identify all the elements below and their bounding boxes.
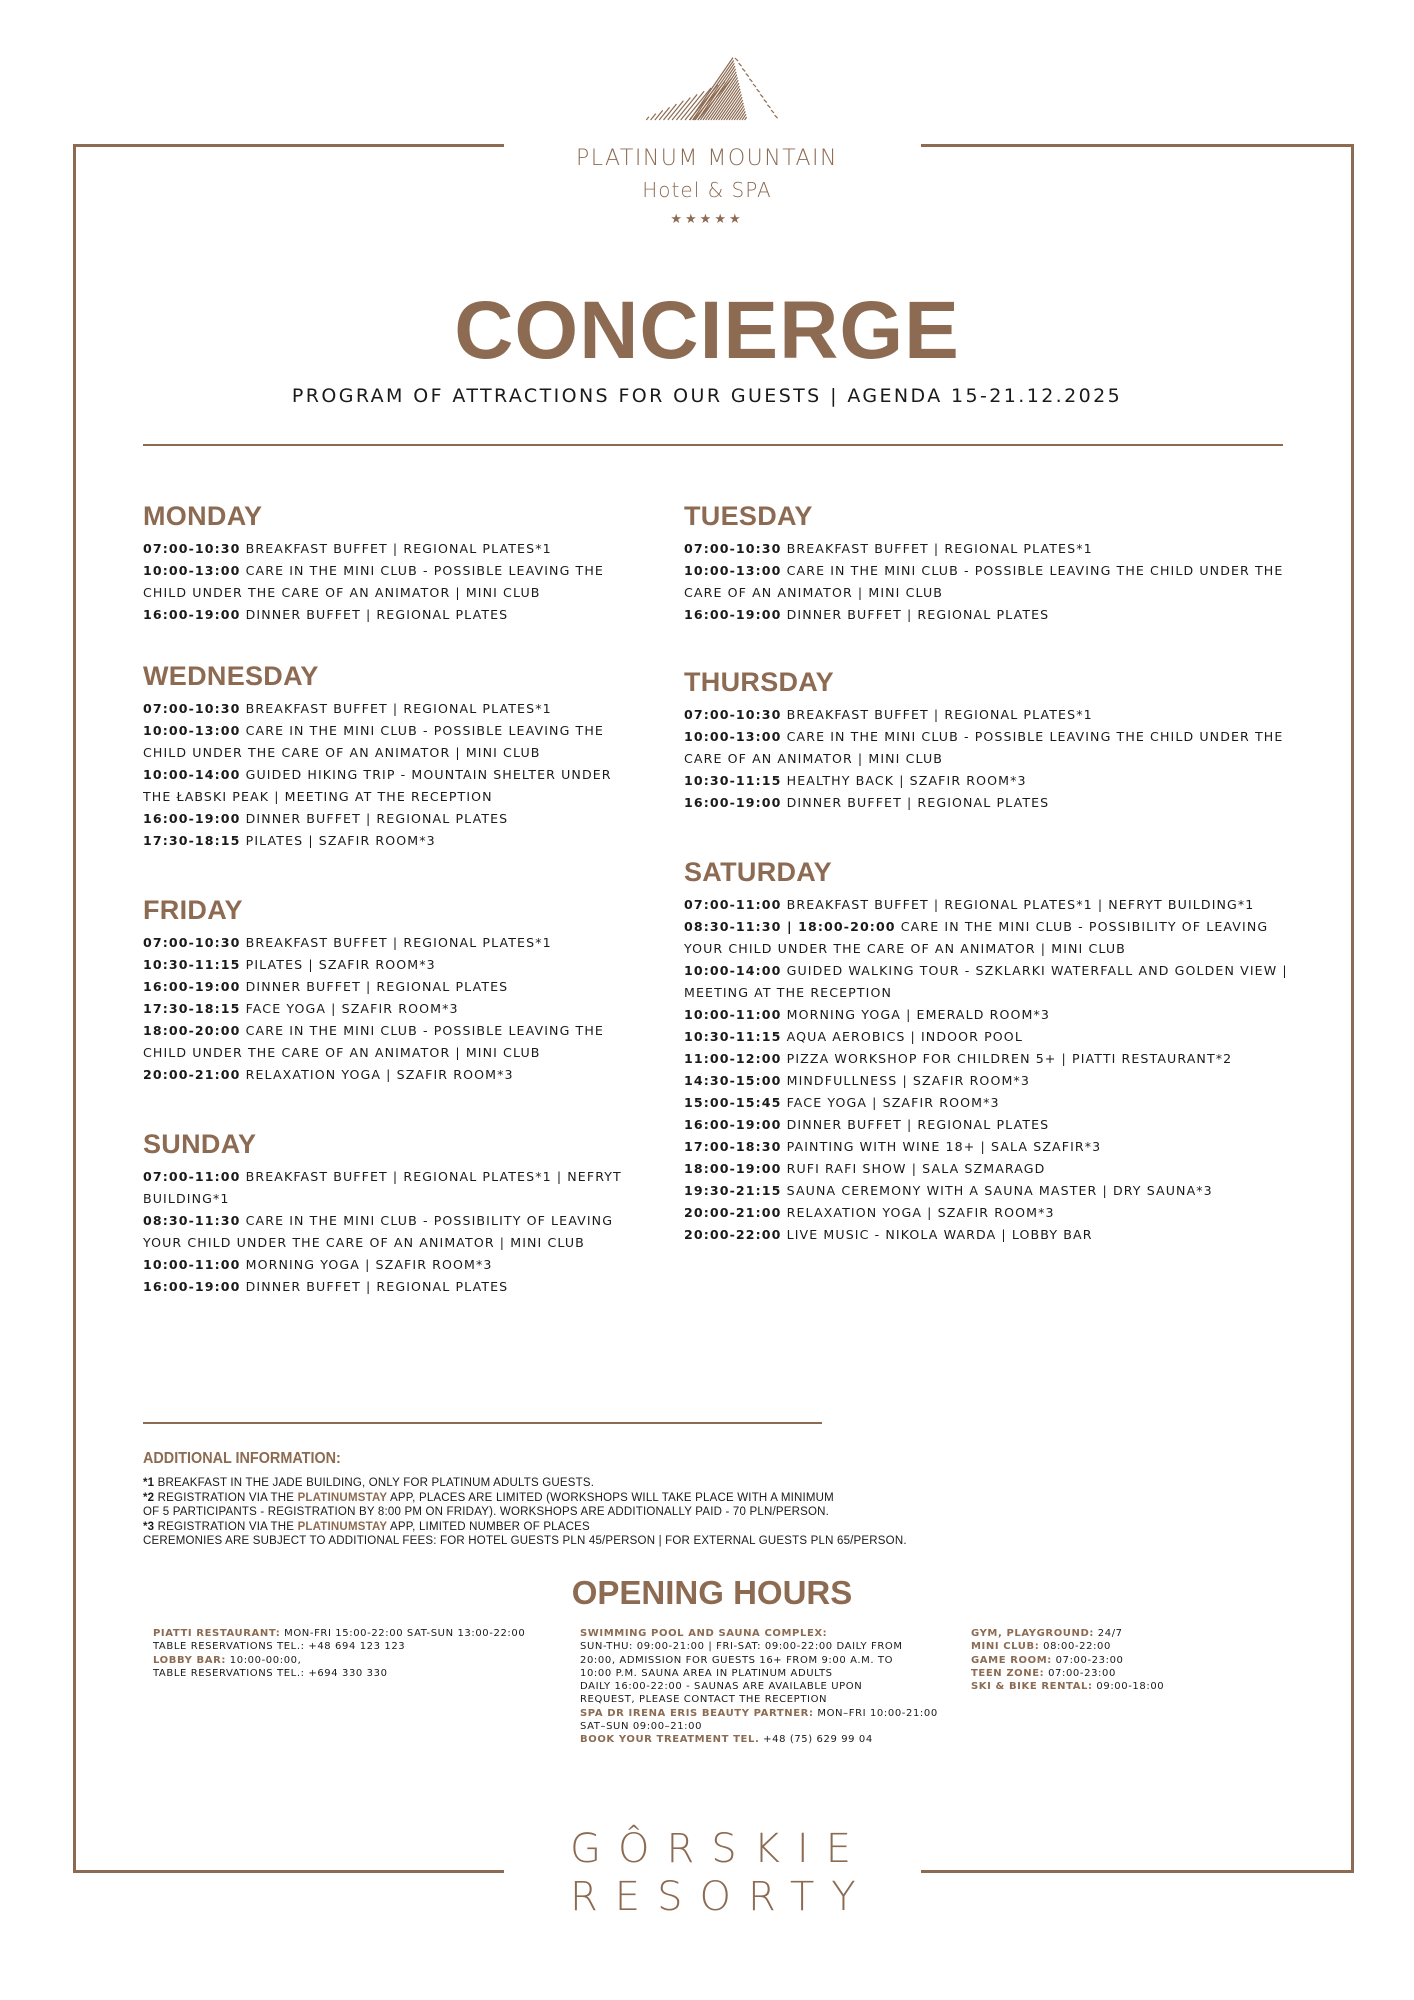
app-name: PLATINUMSTAY: [297, 1520, 388, 1533]
schedule-item: [143, 808, 643, 830]
schedule-item: [143, 1166, 643, 1210]
note-text: REGISTRATION VIA THE: [154, 1491, 298, 1504]
item-time: 08:30-11:30 | 18:00-20:00: [684, 919, 896, 934]
hours-row: [971, 1654, 1271, 1667]
hours-value: TABLE RESERVATIONS TEL.: +48 694 123 123: [153, 1641, 406, 1653]
item-time: 11:00-12:00: [684, 1051, 782, 1066]
item-text: RELAXATION YOGA | SZAFIR ROOM*3: [786, 1205, 1055, 1220]
schedule-item: [684, 538, 1294, 560]
item-text: CARE IN THE MINI CLUB - POSSIBILITY OF LEAVING YOUR CHILD UNDER THE CARE OF AN ANIMATOR | MINI CLUB: [143, 1213, 614, 1250]
item-text: MINDFULLNESS | SZAFIR ROOM*3: [786, 1073, 1030, 1088]
item-text: DINNER BUFFET | REGIONAL PLATES: [245, 979, 509, 994]
frame-bottom-left: [73, 1870, 504, 1873]
schedule-item: [143, 560, 643, 604]
schedule-item: [143, 998, 643, 1020]
note-mark: *1: [143, 1477, 155, 1489]
footer-logo-line2: RESORTY: [570, 1874, 873, 1920]
opening-hours-title: OPENING HOURS: [571, 1574, 853, 1611]
hours-value: 07:00-23:00: [1044, 1667, 1116, 1679]
item-text: BREAKFAST BUFFET | REGIONAL PLATES*1: [786, 707, 1093, 722]
item-text: HEALTHY BACK | SZAFIR ROOM*3: [786, 773, 1027, 788]
star-rating: ★★★★★: [670, 212, 744, 227]
item-time: 08:30-11:30: [143, 1213, 241, 1228]
hours-value: 20:00, ADMISSION FOR GUESTS 16+ FROM 9:00 A.M. TO: [580, 1654, 894, 1666]
item-time: 10:00-13:00: [684, 563, 782, 578]
item-time: 16:00-19:00: [143, 607, 241, 622]
hours-label: MINI CLUB:: [971, 1641, 1040, 1653]
item-text: CARE IN THE MINI CLUB - POSSIBLE LEAVING THE CHILD UNDER THE CARE OF AN ANIMATOR | MINI CLUB: [684, 563, 1284, 600]
hours-label: LOBBY BAR:: [153, 1654, 226, 1666]
note-text: BREAKFAST IN THE JADE BUILDING, ONLY FOR PLATINUM ADULTS GUESTS.: [154, 1477, 595, 1489]
schedule-item: [684, 1070, 1294, 1092]
ceremonies-note: CEREMONIES ARE SUBJECT TO ADDITIONAL FEES: FOR HOTEL GUESTS PLN 45/PERSON | FOR EXTERNAL GUESTS PLN 65/PERSON.: [143, 1535, 907, 1547]
day-heading: TUESDAY: [684, 501, 813, 531]
schedule-item: [684, 1136, 1294, 1158]
day-thursday: [684, 666, 1294, 814]
item-time: 07:00-10:30: [684, 707, 782, 722]
hours-value: MON–FRI 10:00-21:00: [813, 1707, 938, 1719]
schedule-item: [684, 792, 1294, 814]
item-time: 15:00-15:45: [684, 1095, 782, 1110]
item-text: MORNING YOGA | EMERALD ROOM*3: [786, 1007, 1051, 1022]
item-text: CARE IN THE MINI CLUB - POSSIBLE LEAVING THE CHILD UNDER THE CARE OF AN ANIMATOR | MINI CLUB: [684, 729, 1284, 766]
note-2-cont: OF 5 PARTICIPANTS - REGISTRATION BY 8:00 PM ON FRIDAY). WORKSHOPS ARE ADDITIONALLY PAID - 70 PLN/PERSON.: [143, 1506, 830, 1518]
item-time: 17:00-18:30: [684, 1139, 782, 1154]
hours-facilities: [971, 1627, 1271, 1693]
hours-label: GAME ROOM:: [971, 1654, 1052, 1666]
item-time: 16:00-19:00: [143, 979, 241, 994]
day-heading: SATURDAY: [684, 857, 832, 887]
hours-pool-spa: [580, 1627, 970, 1747]
item-text: CARE IN THE MINI CLUB - POSSIBILITY OF LEAVING YOUR CHILD UNDER THE CARE OF AN ANIMATOR | MINI CLUB: [684, 919, 1269, 956]
item-text: PILATES | SZAFIR ROOM*3: [245, 833, 436, 848]
schedule-item: [143, 954, 643, 976]
hours-label: GYM, PLAYGROUND:: [971, 1628, 1094, 1639]
item-time: 07:00-10:30: [143, 541, 241, 556]
schedule-item: [684, 1004, 1294, 1026]
item-text: FACE YOGA | SZAFIR ROOM*3: [786, 1095, 1000, 1110]
schedule-item: [143, 830, 643, 852]
hours-value: DAILY 16:00-22:00 - SAUNAS ARE AVAILABLE UPON: [580, 1681, 863, 1693]
day-heading: WEDNESDAY: [143, 661, 319, 691]
item-text: BREAKFAST BUFFET | REGIONAL PLATES*1: [245, 701, 552, 716]
schedule-item: [143, 1276, 643, 1298]
item-text: BREAKFAST BUFFET | REGIONAL PLATES*1: [245, 541, 552, 556]
schedule-item: [684, 1224, 1294, 1246]
item-time: 10:00-11:00: [684, 1007, 782, 1022]
page-title: CONCIERGE: [454, 285, 960, 376]
note-text: APP, PLACES ARE LIMITED (WORKSHOPS WILL TAKE PLACE WITH A MINIMUM: [387, 1491, 834, 1504]
item-text: RUFI RAFI SHOW | SALA SZMARAGD: [786, 1161, 1046, 1176]
day-friday: [143, 894, 643, 1086]
item-time: 16:00-19:00: [684, 795, 782, 810]
hours-restaurants: [153, 1627, 573, 1680]
page-subtitle: PROGRAM OF ATTRACTIONS FOR OUR GUESTS | AGENDA 15-21.12.2025: [291, 385, 1123, 407]
day-wednesday: [143, 660, 643, 852]
additional-information-title: ADDITIONAL INFORMATION:: [143, 1450, 341, 1467]
note-text: REGISTRATION VIA THE: [154, 1520, 298, 1533]
item-text: BREAKFAST BUFFET | REGIONAL PLATES*1: [245, 935, 552, 950]
schedule-item: [684, 1202, 1294, 1224]
item-time: 07:00-11:00: [684, 897, 782, 912]
hours-label: BOOK YOUR TREATMENT TEL.: [580, 1734, 760, 1746]
day-heading: MONDAY: [143, 501, 263, 531]
item-time: 07:00-10:30: [143, 935, 241, 950]
note-1: [143, 1476, 1143, 1491]
day-heading: FRIDAY: [143, 895, 243, 925]
note-mark: *2: [143, 1491, 155, 1504]
item-text: RELAXATION YOGA | SZAFIR ROOM*3: [245, 1067, 514, 1082]
frame-bottom-right: [921, 1870, 1354, 1873]
hours-value: +48 (75) 629 99 04: [759, 1734, 873, 1746]
hours-label: SWIMMING POOL AND SAUNA COMPLEX:: [580, 1628, 828, 1639]
item-text: BREAKFAST BUFFET | REGIONAL PLATES*1: [786, 541, 1093, 556]
item-text: PILATES | SZAFIR ROOM*3: [245, 957, 436, 972]
schedule-item: [143, 538, 643, 560]
schedule-item: [684, 1158, 1294, 1180]
schedule-item: [684, 726, 1294, 770]
item-text: GUIDED WALKING TOUR - SZKLARKI WATERFALL AND GOLDEN VIEW | MEETING AT THE RECEPTION: [684, 963, 1288, 1000]
item-text: DINNER BUFFET | REGIONAL PLATES: [786, 607, 1050, 622]
brand-subtitle: Hotel & SPA: [642, 178, 772, 202]
item-time: 10:30-11:15: [143, 957, 241, 972]
item-text: PAINTING WITH WINE 18+ | SALA SZAFIR*3: [786, 1139, 1102, 1154]
note-2: [143, 1491, 1143, 1506]
item-text: CARE IN THE MINI CLUB - POSSIBLE LEAVING THE CHILD UNDER THE CARE OF AN ANIMATOR | MINI CLUB: [143, 1023, 604, 1060]
hours-value: TABLE RESERVATIONS TEL.: +694 330 330: [153, 1667, 388, 1679]
item-time: 10:00-14:00: [684, 963, 782, 978]
note-text: APP, LIMITED NUMBER OF PLACES: [387, 1520, 590, 1533]
day-saturday: [684, 856, 1294, 1246]
schedule-item: [143, 1064, 643, 1086]
hours-value: 09:00-18:00: [1092, 1681, 1165, 1693]
hours-label: TEEN ZONE:: [971, 1667, 1045, 1679]
divider: [143, 444, 1283, 446]
item-text: LIVE MUSIC - NIKOLA WARDA | LOBBY BAR: [786, 1227, 1093, 1242]
item-text: SAUNA CEREMONY WITH A SAUNA MASTER | DRY SAUNA*3: [786, 1183, 1213, 1198]
schedule-item: [143, 1254, 643, 1276]
item-time: 16:00-19:00: [143, 811, 241, 826]
schedule-item: [684, 704, 1294, 726]
day-heading: SUNDAY: [143, 1129, 257, 1159]
item-time: 17:30-18:15: [143, 833, 241, 848]
item-text: CARE IN THE MINI CLUB - POSSIBLE LEAVING THE CHILD UNDER THE CARE OF AN ANIMATOR | MINI CLUB: [143, 723, 604, 760]
schedule-item: [684, 1114, 1294, 1136]
hours-value: MON-FRI 15:00-22:00 SAT-SUN 13:00-22:00: [280, 1628, 526, 1639]
day-sunday: [143, 1128, 643, 1298]
item-text: DINNER BUFFET | REGIONAL PLATES: [245, 811, 509, 826]
app-name: PLATINUMSTAY: [297, 1491, 388, 1504]
schedule-item: [143, 1020, 643, 1064]
schedule-item: [143, 764, 643, 808]
item-time: 20:00-21:00: [143, 1067, 241, 1082]
schedule-item: [143, 976, 643, 998]
item-text: CARE IN THE MINI CLUB - POSSIBLE LEAVING THE CHILD UNDER THE CARE OF AN ANIMATOR | MINI CLUB: [143, 563, 604, 600]
schedule-item: [143, 604, 643, 626]
item-text: PIZZA WORKSHOP FOR CHILDREN 5+ | PIATTI RESTAURANT*2: [786, 1051, 1233, 1066]
schedule-item: [684, 560, 1294, 604]
item-text: GUIDED HIKING TRIP - MOUNTAIN SHELTER UNDER THE ŁABSKI PEAK | MEETING AT THE RECEPTION: [143, 767, 612, 804]
hours-row: [971, 1627, 1271, 1640]
note-mark: *3: [143, 1520, 155, 1533]
item-time: 20:00-21:00: [684, 1205, 782, 1220]
schedule-item: [143, 1210, 643, 1254]
schedule-item: [143, 698, 643, 720]
item-time: 10:00-11:00: [143, 1257, 241, 1272]
schedule-item: [684, 916, 1294, 960]
hours-row: [971, 1640, 1271, 1653]
footer-logo-line1: GÔRSKIE: [570, 1826, 868, 1872]
hours-label: SKI & BIKE RENTAL:: [971, 1681, 1093, 1693]
schedule-item: [684, 894, 1294, 916]
hours-value: SAT–SUN 09:00–21:00: [580, 1721, 703, 1733]
item-time: 17:30-18:15: [143, 1001, 241, 1016]
item-text: DINNER BUFFET | REGIONAL PLATES: [245, 607, 509, 622]
hours-label: SPA DR IRENA ERIS BEAUTY PARTNER:: [580, 1707, 814, 1719]
schedule-item: [143, 720, 643, 764]
schedule-item: [684, 1026, 1294, 1048]
item-time: 20:00-22:00: [684, 1227, 782, 1242]
item-time: 16:00-19:00: [143, 1279, 241, 1294]
hours-value: REQUEST, PLEASE CONTACT THE RECEPTION: [580, 1694, 828, 1706]
schedule-item: [684, 770, 1294, 792]
item-time: 14:30-15:00: [684, 1073, 782, 1088]
item-time: 18:00-20:00: [143, 1023, 241, 1038]
brand-name: PLATINUM MOUNTAIN: [576, 146, 838, 171]
hours-value: 10:00-00:00,: [226, 1654, 302, 1666]
item-text: FACE YOGA | SZAFIR ROOM*3: [245, 1001, 459, 1016]
item-time: 10:00-13:00: [143, 723, 241, 738]
item-text: BREAKFAST BUFFET | REGIONAL PLATES*1 | NEFRYT BUILDING*1: [143, 1169, 622, 1206]
hours-value: 24/7: [1093, 1628, 1123, 1639]
hours-label: PIATTI RESTAURANT:: [153, 1628, 281, 1639]
item-time: 10:00-13:00: [684, 729, 782, 744]
hours-value: 07:00-23:00: [1051, 1654, 1124, 1666]
item-time: 18:00-19:00: [684, 1161, 782, 1176]
item-time: 16:00-19:00: [684, 607, 782, 622]
schedule-item: [684, 1048, 1294, 1070]
schedule-item: [143, 932, 643, 954]
hours-row: [971, 1680, 1271, 1693]
item-time: 10:00-14:00: [143, 767, 241, 782]
mountain-logo-icon: [640, 54, 780, 122]
schedule-item: [684, 1180, 1294, 1202]
item-time: 10:30-11:15: [684, 773, 782, 788]
item-time: 10:00-13:00: [143, 563, 241, 578]
item-text: DINNER BUFFET | REGIONAL PLATES: [786, 795, 1050, 810]
short-divider: [143, 1422, 822, 1424]
hours-row: [971, 1667, 1271, 1680]
schedule-item: [684, 604, 1294, 626]
item-time: 10:30-11:15: [684, 1029, 782, 1044]
day-monday: [143, 500, 643, 626]
note-3: [143, 1520, 1143, 1535]
additional-information: [143, 1450, 1143, 1549]
hours-value: SUN-THU: 09:00-21:00 | FRI-SAT: 09:00-22:00 DAILY FROM: [580, 1641, 903, 1653]
item-time: 07:00-11:00: [143, 1169, 241, 1184]
schedule-item: [684, 960, 1294, 1004]
item-text: DINNER BUFFET | REGIONAL PLATES: [245, 1279, 509, 1294]
item-text: AQUA AEROBICS | INDOOR POOL: [786, 1029, 1023, 1044]
item-time: 07:00-10:30: [143, 701, 241, 716]
item-time: 19:30-21:15: [684, 1183, 782, 1198]
schedule-item: [684, 1092, 1294, 1114]
hours-value: 10:00 P.M. SAUNA AREA IN PLATINUM ADULTS: [580, 1667, 833, 1679]
item-time: 07:00-10:30: [684, 541, 782, 556]
day-heading: THURSDAY: [684, 667, 834, 697]
day-tuesday: [684, 500, 1294, 626]
item-time: 16:00-19:00: [684, 1117, 782, 1132]
item-text: DINNER BUFFET | REGIONAL PLATES: [786, 1117, 1050, 1132]
item-text: BREAKFAST BUFFET | REGIONAL PLATES*1 | NEFRYT BUILDING*1: [786, 897, 1255, 912]
item-text: MORNING YOGA | SZAFIR ROOM*3: [245, 1257, 493, 1272]
hours-value: 08:00-22:00: [1039, 1641, 1111, 1653]
